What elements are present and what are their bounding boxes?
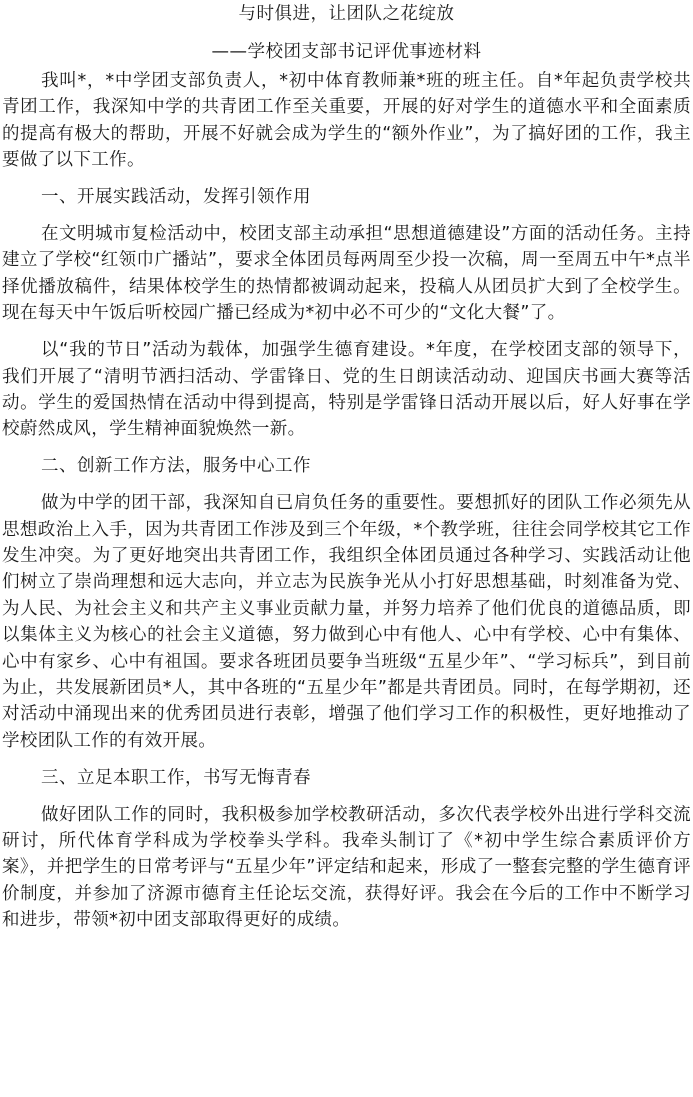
section-1-paragraph: 在文明城市复检活动中，校团支部主动承担“思想道德建设”方面的活动任务。主持建立了学校“红领巾广播站”，要求全体团员每两周至少投一次稿，周一至周五中午*点半择优播放稿件，结果体校学生的热情都被调动起来，投稿人从团员扩大到了全校学生。现在每天中午饭后听校园广播已经成为*初中必不可少的“文化大餐”了。 xyxy=(2,224,691,324)
section-3-paragraph: 做好团队工作的同时，我积极参加学校教研活动，多次代表学校外出进行学科交流研讨，所代体育学科成为学校拳头学科。我牵头制订了《*初中学生综合素质评价方案》，并把学生的日常考评与“五星少年”评定结和起来，形成了一整套完整的学生德育评价制度，并参加了济源市德育主任论坛交流，获得好评。我会在今后的工作中不断学习和进步，带领*初中团支部取得更好的成绩。 xyxy=(2,804,691,931)
section-2-heading: 二、创新工作方法，服务中心工作 xyxy=(41,456,311,477)
intro-paragraph: 我叫*，*中学团支部负责人，*初中体育教师兼*班的班主任。自*年起负责学校共青团工作，我深知中学的共青团工作至关重要，开展的好对学生的道德水平和全面素质的提高有极大的帮助，开展不好就会成为学生的“额外作业”，为了搞好团的工作，我主要做了以下工作。 xyxy=(2,71,691,171)
section-1-paragraph: 以“我的节日”活动为载体，加强学生德育建设。*年度，在学校团支部的领导下，我们开展了“清明节洒扫活动、学雷锋日、党的生日朗读活动动、迎国庆书画大赛等活动。学生的爱国热情在活动中得到提高，特别是学雷锋日活动开展以后，好人好事在学校蔚然成风，学生精神面貌焕然一新。 xyxy=(2,340,691,440)
document-subtitle: ——学校团支部书记评优事迹材料 xyxy=(211,42,482,62)
document-title: 与时俱进，让团队之花绽放 xyxy=(238,4,455,24)
section-1-heading: 一、开展实践活动，发挥引领作用 xyxy=(41,187,311,208)
section-2-paragraph: 做为中学的团干部，我深知自已肩负任务的重要性。要想抓好的团队工作必须先从思想政治上入手，因为共青团工作涉及到三个年级，*个教学班，往往会同学校其它工作发生冲突。为了更好地突出共青团工作，我组织全体团员通过各种学习、实践活动让他们树立了崇尚理想和远大志向，并立志为民族争光从小打好思想基础，时刻准备为党、为人民、为社会主义和共产主义事业贡献力量，并努力培养了他们优良的道德品质，即以集体主义为核心的社会主义道德，努力做到心中有他人、心中有学校、心中有集体、心中有家乡、心中有祖国。要求各班团员要争当班级“五星少年”、“学习标兵”，到目前为止，共发展新团员*人，其中各班的“五星少年”都是共青团员。同时，在每学期初，还对活动中涌现出来的优秀团员进行表彰，增强了他们学习工作的积极性，更好地推动了学校团队工作的有效开展。 xyxy=(2,493,691,751)
section-3-heading: 三、立足本职工作，书写无悔青春 xyxy=(41,767,311,788)
